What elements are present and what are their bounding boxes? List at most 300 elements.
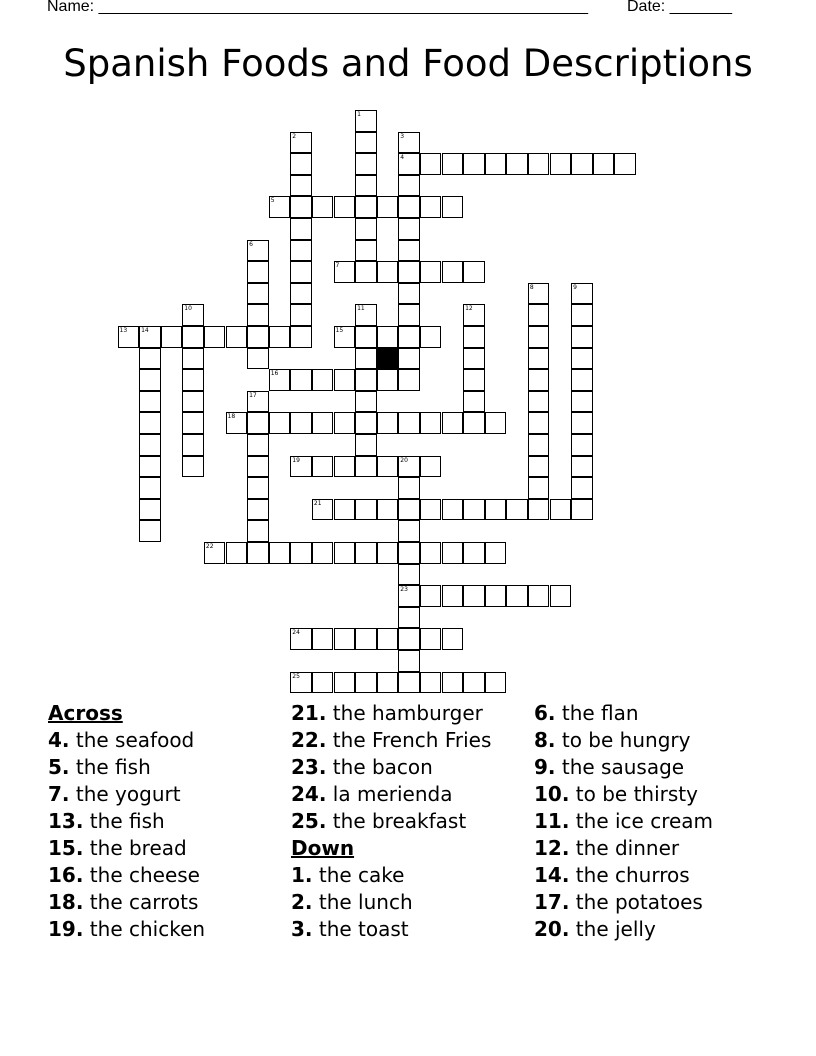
crossword-cell[interactable] (398, 153, 420, 175)
crossword-cell[interactable] (139, 326, 161, 348)
crossword-cell[interactable] (334, 672, 356, 694)
crossword-cell[interactable] (290, 542, 312, 564)
crossword-cell[interactable] (312, 412, 334, 434)
crossword-cell[interactable] (247, 261, 269, 283)
crossword-cell[interactable] (182, 348, 204, 370)
clue-number: 2. (291, 890, 313, 914)
crossword-cell[interactable] (550, 153, 572, 175)
crossword-cell[interactable] (485, 499, 507, 521)
crossword-cell[interactable] (355, 304, 377, 326)
clue-down-12 (534, 835, 713, 862)
clue-text: the breakfast (332, 809, 467, 833)
crossword-cell[interactable] (334, 412, 356, 434)
crossword-cell[interactable] (290, 218, 312, 240)
cell-number: 20 (400, 456, 408, 464)
crossword-cell[interactable] (614, 153, 636, 175)
clue-down-8 (534, 727, 713, 754)
crossword-cell[interactable] (528, 326, 550, 348)
crossword-cell[interactable] (355, 434, 377, 456)
crossword-cell[interactable] (247, 520, 269, 542)
crossword-cell[interactable] (247, 326, 269, 348)
name-line: Name: _______________________________________________________ (47, 0, 588, 15)
crossword-cell[interactable] (312, 672, 334, 694)
crossword-cell[interactable] (571, 412, 593, 434)
crossword-cell[interactable] (398, 261, 420, 283)
clue-text: the chicken (89, 917, 206, 941)
crossword-cell[interactable] (290, 304, 312, 326)
crossword-cell[interactable] (182, 326, 204, 348)
clue-text: the cake (318, 863, 405, 887)
down-heading: Down (291, 836, 355, 860)
crossword-cell[interactable] (420, 672, 442, 694)
crossword-cell[interactable] (355, 175, 377, 197)
crossword-cell[interactable] (398, 542, 420, 564)
cell-number: 23 (400, 586, 408, 594)
crossword-cell[interactable] (571, 348, 593, 370)
crossword-cell[interactable] (398, 196, 420, 218)
cell-number: 25 (292, 672, 300, 680)
crossword-cell[interactable] (420, 499, 442, 521)
clue-across-7 (48, 781, 205, 808)
crossword-cell[interactable] (420, 196, 442, 218)
crossword-cell[interactable] (442, 628, 464, 650)
crossword-cell[interactable] (355, 218, 377, 240)
crossword-cell[interactable] (355, 628, 377, 650)
crossword-cell[interactable] (290, 175, 312, 197)
blocked-cell (377, 348, 399, 370)
crossword-cell[interactable] (226, 412, 248, 434)
crossword-cell[interactable] (247, 412, 269, 434)
crossword-cell[interactable] (226, 542, 248, 564)
page-title: Spanish Foods and Food Descriptions (63, 42, 753, 85)
clue-text: the churros (575, 863, 690, 887)
across-heading: Across (48, 701, 123, 725)
crossword-cell[interactable] (485, 672, 507, 694)
crossword-cell[interactable] (398, 283, 420, 305)
crossword-cell[interactable] (463, 672, 485, 694)
clue-text: the toast (318, 917, 409, 941)
crossword-cell[interactable] (247, 542, 269, 564)
crossword-cell[interactable] (398, 326, 420, 348)
crossword-cell[interactable] (312, 499, 334, 521)
crossword-cell[interactable] (398, 628, 420, 650)
crossword-cell[interactable] (442, 585, 464, 607)
crossword-cell[interactable] (528, 585, 550, 607)
crossword-cell[interactable] (139, 348, 161, 370)
crossword-cell[interactable] (420, 326, 442, 348)
crossword-cell[interactable] (463, 412, 485, 434)
crossword-cell[interactable] (571, 304, 593, 326)
crossword-cell[interactable] (571, 434, 593, 456)
crossword-cell[interactable] (139, 499, 161, 521)
crossword-cell[interactable] (355, 348, 377, 370)
crossword-cell[interactable] (398, 672, 420, 694)
clue-text: the sausage (561, 755, 685, 779)
crossword-cell[interactable] (528, 456, 550, 478)
crossword-cell[interactable] (334, 456, 356, 478)
cell-number: 22 (205, 543, 214, 550)
clue-column-1 (48, 700, 205, 943)
crossword-cell[interactable] (312, 369, 334, 391)
crossword-cell[interactable] (182, 434, 204, 456)
cell-number: 5 (270, 197, 275, 205)
cell-number: 17 (249, 391, 257, 399)
crossword-cell[interactable] (139, 520, 161, 542)
crossword-cell[interactable] (182, 412, 204, 434)
cell-number: 8 (529, 283, 534, 291)
crossword-cell[interactable] (355, 412, 377, 434)
clue-number: 9. (534, 755, 556, 779)
crossword-cell[interactable] (290, 153, 312, 175)
crossword-cell[interactable] (139, 369, 161, 391)
cell-number: 16 (270, 370, 279, 378)
crossword-cell[interactable] (334, 542, 356, 564)
crossword-cell[interactable] (226, 326, 248, 348)
clue-number: 15. (48, 836, 84, 860)
crossword-cell[interactable] (506, 585, 528, 607)
crossword-cell[interactable] (528, 412, 550, 434)
clue-number: 3. (291, 917, 313, 941)
crossword-cell[interactable] (247, 391, 269, 413)
crossword-cell[interactable] (182, 456, 204, 478)
date-line: Date: _______ (627, 0, 732, 15)
clue-across-21 (291, 700, 491, 727)
crossword-cell[interactable] (485, 542, 507, 564)
crossword-cell[interactable] (290, 240, 312, 262)
crossword-cell[interactable] (420, 542, 442, 564)
crossword-cell[interactable] (420, 261, 442, 283)
crossword-cell[interactable] (398, 348, 420, 370)
clue-down-10 (534, 781, 713, 808)
crossword-cell[interactable] (290, 456, 312, 478)
crossword-cell[interactable] (355, 542, 377, 564)
crossword-cell[interactable] (463, 348, 485, 370)
clue-text: the carrots (89, 890, 199, 914)
cell-number: 4 (400, 154, 405, 162)
crossword-cell[interactable] (571, 391, 593, 413)
crossword-cell[interactable] (398, 499, 420, 521)
crossword-cell[interactable] (377, 628, 399, 650)
crossword-cell[interactable] (290, 628, 312, 650)
crossword-cell[interactable] (528, 304, 550, 326)
crossword-cell[interactable] (398, 607, 420, 629)
crossword-cell[interactable] (139, 412, 161, 434)
crossword-cell[interactable] (420, 585, 442, 607)
crossword-cell[interactable] (355, 110, 377, 132)
cell-number: 19 (292, 456, 300, 464)
crossword-cell[interactable] (247, 434, 269, 456)
crossword-cell[interactable] (442, 153, 464, 175)
crossword-cell[interactable] (398, 132, 420, 154)
crossword-cell[interactable] (355, 261, 377, 283)
clue-number: 23. (291, 755, 327, 779)
clue-down-17 (534, 889, 713, 916)
crossword-cell[interactable] (355, 326, 377, 348)
clue-number: 6. (534, 701, 556, 725)
clue-across-24 (291, 781, 491, 808)
crossword-cell[interactable] (398, 456, 420, 478)
clue-across-15 (48, 835, 205, 862)
crossword-cell[interactable] (377, 412, 399, 434)
clue-text: la merienda (332, 782, 453, 806)
cell-number: 24 (292, 629, 300, 637)
clue-text: the French Fries (332, 728, 492, 752)
crossword-cell[interactable] (139, 477, 161, 499)
cell-number: 14 (141, 327, 149, 334)
crossword-cell[interactable] (463, 261, 485, 283)
clue-text: the potatoes (575, 890, 703, 914)
clue-column-2 (291, 700, 491, 943)
crossword-cell[interactable] (247, 477, 269, 499)
crossword-cell[interactable] (182, 391, 204, 413)
crossword-cell[interactable] (290, 369, 312, 391)
crossword-cell[interactable] (355, 672, 377, 694)
clue-down-11 (534, 808, 713, 835)
clue-down-6 (534, 700, 713, 727)
crossword-cell[interactable] (312, 628, 334, 650)
crossword-cell[interactable] (312, 542, 334, 564)
crossword-cell[interactable] (528, 499, 550, 521)
crossword-cell[interactable] (463, 542, 485, 564)
crossword-cell[interactable] (247, 283, 269, 305)
crossword-cell[interactable] (269, 196, 291, 218)
crossword-cell[interactable] (398, 520, 420, 542)
clue-down-2 (291, 889, 491, 916)
crossword-cell[interactable] (442, 672, 464, 694)
crossword-cell[interactable] (290, 326, 312, 348)
crossword-cell[interactable] (355, 240, 377, 262)
clue-text: the hamburger (332, 701, 483, 725)
clue-down-1 (291, 862, 491, 889)
crossword-cell[interactable] (290, 196, 312, 218)
crossword-cell[interactable] (398, 650, 420, 672)
crossword-cell[interactable] (463, 153, 485, 175)
crossword-cell[interactable] (247, 348, 269, 370)
crossword-cell[interactable] (355, 132, 377, 154)
crossword-cell[interactable] (334, 499, 356, 521)
clue-down-3 (291, 916, 491, 943)
cell-number: 18 (227, 413, 236, 421)
crossword-cell[interactable] (528, 153, 550, 175)
crossword-cell[interactable] (420, 412, 442, 434)
crossword-cell[interactable] (377, 196, 399, 218)
clue-number: 10. (534, 782, 570, 806)
clue-down-9 (534, 754, 713, 781)
crossword-cell[interactable] (355, 369, 377, 391)
crossword-cell[interactable] (290, 261, 312, 283)
crossword-cell[interactable] (571, 153, 593, 175)
crossword-cell[interactable] (398, 585, 420, 607)
clue-number: 24. (291, 782, 327, 806)
crossword-cell[interactable] (463, 391, 485, 413)
cell-number: 12 (465, 305, 473, 313)
crossword-cell[interactable] (247, 304, 269, 326)
crossword-cell[interactable] (377, 456, 399, 478)
crossword-cell[interactable] (442, 542, 464, 564)
cell-number: 6 (249, 240, 253, 248)
clue-across-13 (48, 808, 205, 835)
crossword-cell[interactable] (312, 196, 334, 218)
crossword-cell[interactable] (442, 412, 464, 434)
crossword-cell[interactable] (420, 628, 442, 650)
clue-number: 4. (48, 728, 70, 752)
crossword-cell[interactable] (269, 412, 291, 434)
crossword-cell[interactable] (420, 153, 442, 175)
crossword-cell[interactable] (182, 369, 204, 391)
clue-across-22 (291, 727, 491, 754)
crossword-cell[interactable] (377, 261, 399, 283)
crossword-cell[interactable] (442, 261, 464, 283)
cell-number: 13 (119, 327, 128, 334)
crossword-cell[interactable] (355, 153, 377, 175)
crossword-cell[interactable] (463, 499, 485, 521)
cell-number: 1 (357, 111, 361, 118)
crossword-cell[interactable] (463, 304, 485, 326)
crossword-cell[interactable] (528, 348, 550, 370)
crossword-cell[interactable] (398, 564, 420, 586)
crossword-cell[interactable] (334, 326, 356, 348)
crossword-cell[interactable] (528, 477, 550, 499)
crossword-cell[interactable] (377, 542, 399, 564)
cell-number: 15 (335, 327, 344, 334)
crossword-cell[interactable] (269, 326, 291, 348)
crossword-cell[interactable] (247, 240, 269, 262)
crossword-cell[interactable] (398, 218, 420, 240)
crossword-cell[interactable] (398, 477, 420, 499)
clue-text: the dinner (575, 836, 680, 860)
crossword-cell[interactable] (571, 499, 593, 521)
crossword-cell[interactable] (398, 369, 420, 391)
crossword-cell[interactable] (355, 499, 377, 521)
clue-number: 25. (291, 809, 327, 833)
crossword-cell[interactable] (290, 672, 312, 694)
clue-across-4 (48, 727, 205, 754)
clue-number: 14. (534, 863, 570, 887)
crossword-cell[interactable] (204, 326, 226, 348)
crossword-cell[interactable] (269, 542, 291, 564)
clue-text: the jelly (575, 917, 656, 941)
crossword-cell[interactable] (377, 499, 399, 521)
crossword-cell[interactable] (550, 585, 572, 607)
crossword-cell[interactable] (571, 456, 593, 478)
clue-text: the fish (75, 755, 151, 779)
crossword-cell[interactable] (290, 132, 312, 154)
clue-text: the flan (561, 701, 639, 725)
crossword-cell[interactable] (528, 369, 550, 391)
crossword-cell[interactable] (506, 153, 528, 175)
cell-number: 21 (313, 499, 322, 507)
crossword-cell[interactable] (182, 304, 204, 326)
crossword-cell[interactable] (485, 585, 507, 607)
clue-number: 18. (48, 890, 84, 914)
crossword-cell[interactable] (118, 326, 140, 348)
clue-across-19 (48, 916, 205, 943)
crossword-cell[interactable] (463, 326, 485, 348)
cell-number: 2 (292, 132, 297, 140)
clue-number: 7. (48, 782, 70, 806)
clue-across-23 (291, 754, 491, 781)
crossword-cell[interactable] (269, 369, 291, 391)
crossword-cell[interactable] (334, 261, 356, 283)
crossword-cell[interactable] (290, 283, 312, 305)
clue-number: 11. (534, 809, 570, 833)
crossword-cell[interactable] (355, 196, 377, 218)
crossword-cell[interactable] (139, 434, 161, 456)
crossword-cell[interactable] (506, 499, 528, 521)
crossword-cell[interactable] (398, 304, 420, 326)
crossword-cell[interactable] (528, 391, 550, 413)
crossword-cell[interactable] (377, 326, 399, 348)
crossword-cell[interactable] (334, 628, 356, 650)
clue-number: 22. (291, 728, 327, 752)
clue-number: 21. (291, 701, 327, 725)
crossword-cell[interactable] (442, 196, 464, 218)
crossword-cell[interactable] (355, 456, 377, 478)
crossword-cell[interactable] (420, 456, 442, 478)
crossword-cell[interactable] (355, 391, 377, 413)
clue-text: the fish (89, 809, 165, 833)
crossword-cell[interactable] (139, 391, 161, 413)
clue-text: the bread (89, 836, 187, 860)
clue-text: to be thirsty (575, 782, 698, 806)
crossword-cell[interactable] (571, 283, 593, 305)
clue-number: 1. (291, 863, 313, 887)
crossword-cell[interactable] (485, 412, 507, 434)
crossword-cell[interactable] (593, 153, 615, 175)
clue-text: the seafood (75, 728, 195, 752)
crossword-cell[interactable] (312, 456, 334, 478)
cell-number: 9 (573, 283, 577, 291)
crossword-cell[interactable] (571, 477, 593, 499)
clue-down-20 (534, 916, 713, 943)
crossword-cell[interactable] (161, 326, 183, 348)
clue-text: the yogurt (75, 782, 181, 806)
crossword-cell[interactable] (377, 672, 399, 694)
crossword-cell[interactable] (247, 456, 269, 478)
crossword-cell[interactable] (463, 585, 485, 607)
crossword-cell[interactable] (139, 456, 161, 478)
crossword-cell[interactable] (485, 153, 507, 175)
crossword-cell[interactable] (528, 434, 550, 456)
clue-text: the bacon (332, 755, 433, 779)
crossword-cell[interactable] (398, 412, 420, 434)
cell-number: 3 (400, 132, 405, 140)
cell-number: 7 (335, 262, 340, 270)
clue-number: 13. (48, 809, 84, 833)
clue-number: 16. (48, 863, 84, 887)
crossword-cell[interactable] (247, 499, 269, 521)
clue-text: the ice cream (575, 809, 714, 833)
crossword-cell[interactable] (334, 196, 356, 218)
crossword-cell[interactable] (442, 499, 464, 521)
clue-across-16 (48, 862, 205, 889)
clue-across-25 (291, 808, 491, 835)
clue-number: 19. (48, 917, 84, 941)
crossword-cell[interactable] (398, 175, 420, 197)
crossword-cell[interactable] (204, 542, 226, 564)
crossword-cell[interactable] (571, 326, 593, 348)
crossword-cell[interactable] (398, 240, 420, 262)
crossword-cell[interactable] (571, 369, 593, 391)
crossword-cell[interactable] (334, 369, 356, 391)
crossword-cell[interactable] (290, 412, 312, 434)
crossword-cell[interactable] (550, 499, 572, 521)
crossword-cell[interactable] (377, 369, 399, 391)
crossword-cell[interactable] (528, 283, 550, 305)
crossword-cell[interactable] (463, 369, 485, 391)
clue-number: 20. (534, 917, 570, 941)
clue-across-5 (48, 754, 205, 781)
